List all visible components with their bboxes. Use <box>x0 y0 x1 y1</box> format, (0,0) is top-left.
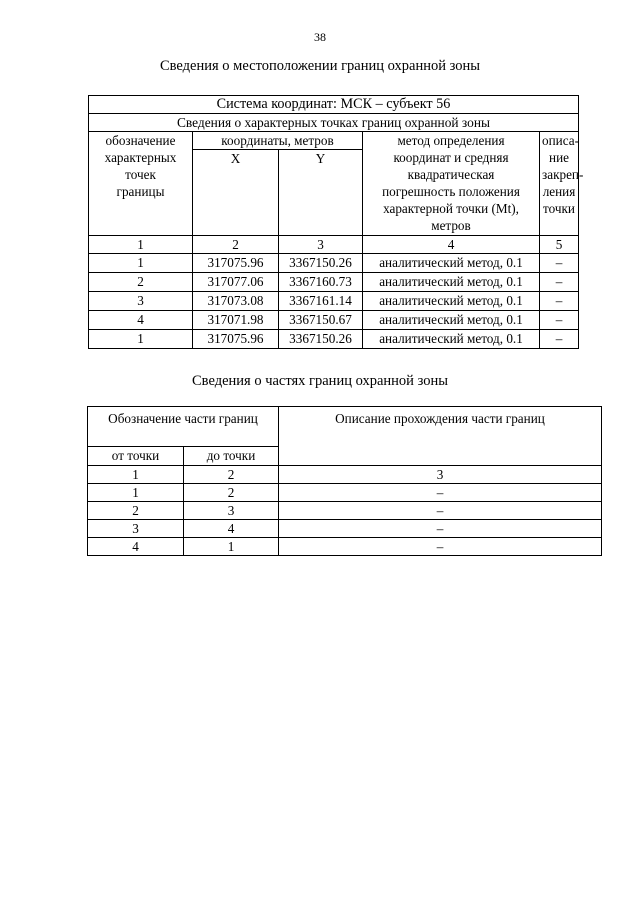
description-value: – <box>540 330 579 349</box>
points-table-subtitle: Сведения о характерных точках границ охранной зоны <box>89 114 579 132</box>
from-point: 3 <box>88 520 184 538</box>
table-row <box>89 273 579 292</box>
column-number: 1 <box>88 466 184 484</box>
location-heading: Сведения о местоположении границ охранной зоны <box>159 58 480 74</box>
from-point: 1 <box>88 484 184 502</box>
column-number: 2 <box>184 466 279 484</box>
point-number: 3 <box>89 292 193 311</box>
column-number: 2 <box>193 236 279 254</box>
column-number: 3 <box>279 466 602 484</box>
table-row <box>88 538 602 556</box>
page-number: 38 <box>314 30 326 44</box>
column-number: 4 <box>363 236 540 254</box>
point-number: 4 <box>89 311 193 330</box>
from-point-header: от точки <box>88 447 184 466</box>
description-value: – <box>540 292 579 311</box>
passage-description: – <box>279 502 602 520</box>
passage-description: – <box>279 484 602 502</box>
to-point: 3 <box>184 502 279 520</box>
table-row <box>88 520 602 538</box>
part-designation-header: Обозначение части границ <box>88 407 279 447</box>
y-coordinate: 3367150.26 <box>279 330 363 349</box>
from-point: 4 <box>88 538 184 556</box>
point-number: 1 <box>89 330 193 349</box>
method-value: аналитический метод, 0.1 <box>363 311 540 330</box>
method-value: аналитический метод, 0.1 <box>363 330 540 349</box>
to-point: 2 <box>184 484 279 502</box>
x-coordinate: 317073.08 <box>193 292 279 311</box>
passage-description: – <box>279 520 602 538</box>
method-value: аналитический метод, 0.1 <box>363 292 540 311</box>
description-value: – <box>540 254 579 273</box>
to-point-header: до точки <box>184 447 279 466</box>
point-designation-header: обозначение характерных точек границы <box>89 132 193 236</box>
coordinate-system-title: Система координат: МСК – субъект 56 <box>89 96 579 114</box>
method-value: аналитический метод, 0.1 <box>363 273 540 292</box>
y-header: Y <box>279 150 363 236</box>
boundary-parts-heading: Сведения о частях границ охранной зоны <box>192 373 448 389</box>
boundary-parts-table <box>87 406 602 556</box>
column-number: 5 <box>540 236 579 254</box>
y-coordinate: 3367150.67 <box>279 311 363 330</box>
boundary-points-table <box>88 95 584 349</box>
column-number: 3 <box>279 236 363 254</box>
x-coordinate: 317075.96 <box>193 330 279 349</box>
fixing-description-header: описа- ние закреп- ления точки <box>540 132 579 236</box>
table-row <box>89 311 579 330</box>
description-value: – <box>540 311 579 330</box>
table-row <box>88 502 602 520</box>
method-value: аналитический метод, 0.1 <box>363 254 540 273</box>
x-coordinate: 317075.96 <box>193 254 279 273</box>
to-point: 4 <box>184 520 279 538</box>
from-point: 2 <box>88 502 184 520</box>
passage-description: – <box>279 538 602 556</box>
table-row <box>89 330 579 349</box>
method-header: метод определения координат и средняя квадратическая погрешность положения характерной точки (Mt), метров <box>363 132 540 236</box>
table-row <box>89 254 579 273</box>
y-coordinate: 3367161.14 <box>279 292 363 311</box>
table-row <box>89 292 579 311</box>
table-row <box>88 484 602 502</box>
passage-description-header: Описание прохождения части границ <box>279 407 602 466</box>
x-header: X <box>193 150 279 236</box>
y-coordinate: 3367160.73 <box>279 273 363 292</box>
coordinates-header: координаты, метров <box>193 132 363 150</box>
point-number: 2 <box>89 273 193 292</box>
point-number: 1 <box>89 254 193 273</box>
column-number: 1 <box>89 236 193 254</box>
y-coordinate: 3367150.26 <box>279 254 363 273</box>
x-coordinate: 317071.98 <box>193 311 279 330</box>
to-point: 1 <box>184 538 279 556</box>
x-coordinate: 317077.06 <box>193 273 279 292</box>
description-value: – <box>540 273 579 292</box>
